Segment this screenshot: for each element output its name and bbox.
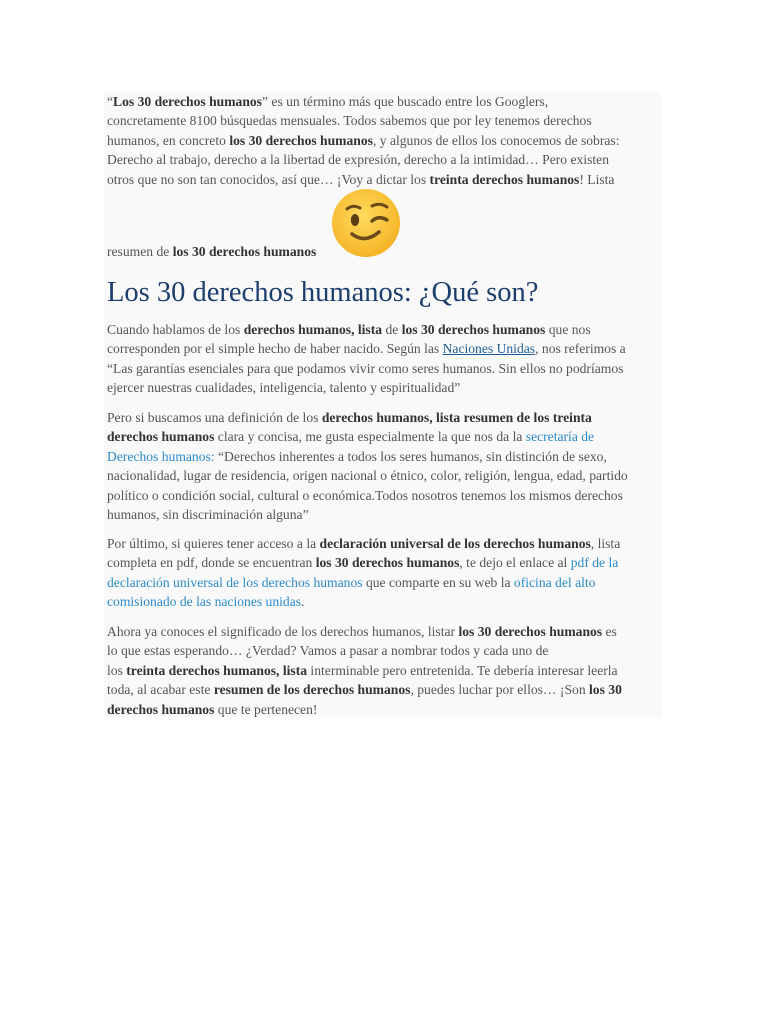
text-line: lo que estas esperando… ¿Verdad? Vamos a pasar a nombrar todos y cada uno de [107, 643, 549, 659]
bold-text: derechos humanos, lista resumen de los treinta [321, 410, 592, 425]
text: Pero si buscamos una definición de los [107, 410, 322, 425]
text-line: ejercer nuestras cualidades, inteligencia, talento y espiritualidad” [107, 380, 461, 396]
text-line [107, 427, 663, 446]
text-line [107, 680, 663, 699]
winking-face-emoji-icon [330, 187, 402, 259]
text-line [107, 320, 663, 339]
bold-text: derechos humanos, lista [243, 322, 383, 337]
bold-text: los 30 derechos humanos [172, 244, 317, 259]
text: de [382, 322, 402, 337]
text: que nos [545, 322, 591, 337]
text-line: “Las garantías esenciales para que podamos vivir como seres humanos. Sin ellos no podríamos [107, 360, 624, 376]
text: que te pertenecen! [214, 701, 318, 717]
text-line [107, 534, 663, 553]
bold-text: declaración universal de los derechos humanos [319, 536, 591, 551]
section-heading: Los 30 derechos humanos: ¿Qué son? [107, 277, 539, 308]
text: , te dejo el enlace al [459, 555, 571, 571]
text: resumen de [107, 244, 173, 259]
text-line [107, 592, 663, 611]
text: toda, al acabar este [107, 682, 214, 698]
text-line [107, 622, 663, 641]
text: Ahora ya conoces el significado de los derechos humanos, listar [107, 624, 459, 639]
pdf-declaracion-link[interactable]: pdf de la [570, 555, 619, 571]
pdf-declaracion-link[interactable]: declaración universal de los derechos humanos [107, 574, 363, 590]
closing-paragraph [107, 622, 663, 719]
text-line [107, 447, 663, 466]
text-line [107, 339, 663, 358]
text-line [107, 92, 663, 111]
definition-paragraph [107, 320, 663, 398]
text-line [107, 573, 663, 592]
text: , y algunos de ellos los conocemos de sobras: [372, 132, 620, 148]
text: humanos, en concreto [107, 132, 230, 148]
secretaria-paragraph [107, 408, 663, 524]
text: “ [107, 94, 114, 109]
text-line: Derecho al trabajo, derecho a la libertad de expresión, derecho a la intimidad… Pero existen [107, 152, 610, 168]
text: “Derechos inherentes a todos los seres humanos, sin distinción de sexo, [214, 448, 607, 464]
text-line [107, 408, 663, 427]
text-line [107, 131, 663, 150]
bold-text: Los 30 derechos humanos [113, 94, 262, 109]
bold-text: los 30 derechos humanos [315, 555, 460, 571]
bold-text: treinta derechos humanos, lista [126, 662, 308, 678]
text: ” es un término más que buscado entre los Googlers, [261, 94, 549, 109]
text: interminable pero entretenida. Te debería interesar leerla [307, 662, 618, 678]
text: que comparte en su web la [362, 574, 514, 590]
secretaria-derechos-humanos-link[interactable]: Derechos humanos: [107, 448, 215, 464]
text: corresponden por el simple hecho de haber nacido. Según las [107, 341, 443, 357]
bold-text: derechos humanos [107, 429, 215, 445]
intro-paragraph [107, 92, 663, 189]
bold-text: los 30 [589, 682, 622, 698]
text: clara y concisa, me gusta especialmente la que nos da la [214, 429, 526, 445]
text-line: nacionalidad, lugar de residencia, origen nacional o étnico, color, religión, lengua, edad, partido [107, 468, 628, 484]
naciones-unidas-link[interactable]: Naciones Unidas [442, 341, 536, 357]
text: completa en pdf, donde se encuentran [107, 555, 316, 571]
bold-text: los 30 derechos humanos [229, 132, 373, 148]
intro-paragraph-end [107, 242, 316, 261]
bold-text: derechos humanos [107, 701, 215, 717]
secretaria-derechos-humanos-link[interactable]: secretaría de [525, 429, 595, 445]
bold-text: resumen de los derechos humanos [213, 682, 411, 698]
text-line: concretamente 8100 búsquedas mensuales. Todos sabemos que por ley tenemos derechos [107, 113, 592, 129]
text: . [301, 594, 305, 610]
text-line [107, 661, 663, 680]
bold-text: los 30 derechos humanos [401, 322, 546, 337]
bold-text: treinta derechos humanos [429, 171, 580, 187]
text: Cuando hablamos de los [107, 322, 244, 337]
bold-text: los 30 derechos humanos [458, 624, 603, 639]
text-line: político o condición social, cultural o económica.Todos nosotros tenemos los mismos derechos [107, 487, 623, 503]
text-line: humanos, sin discriminación alguna” [107, 506, 309, 522]
text: , lista [590, 536, 621, 551]
oficina-alto-comisionado-link[interactable]: comisionado de las naciones unidas [107, 594, 302, 610]
text: Por último, si quieres tener acceso a la [107, 536, 320, 551]
text: los [107, 662, 127, 678]
text: , puedes luchar por ellos… ¡Son [410, 682, 590, 698]
text-line [107, 553, 663, 572]
text: es [602, 624, 617, 639]
text: , nos referimos a [535, 341, 626, 357]
text-line [107, 700, 663, 719]
text: ! Lista [579, 171, 615, 187]
text: otros que no son tan conocidos, así que… ¡Voy a dictar los [107, 171, 430, 187]
oficina-alto-comisionado-link[interactable]: oficina del alto [513, 574, 596, 590]
document-content [104, 92, 662, 717]
pdf-paragraph [107, 534, 663, 612]
